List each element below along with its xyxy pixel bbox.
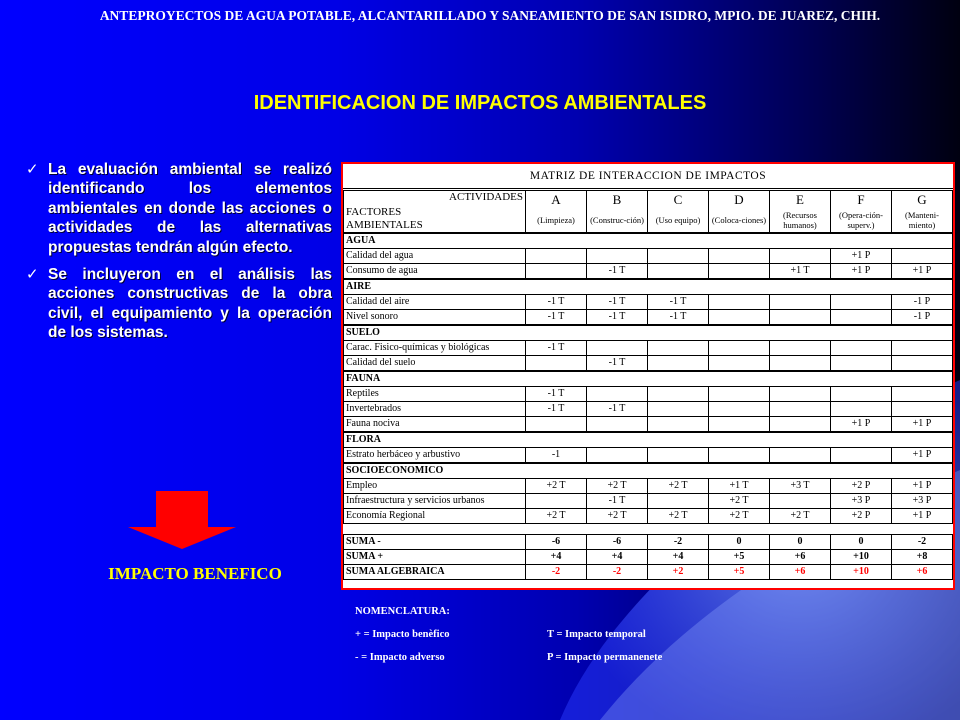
matrix-cell	[648, 417, 709, 433]
matrix-cell	[709, 448, 770, 464]
matrix-cell	[892, 249, 953, 264]
spacer-cell	[587, 524, 648, 535]
table-row	[344, 310, 953, 326]
bullet-item	[26, 265, 332, 343]
table-row	[344, 402, 953, 417]
sum-cell: +4	[648, 550, 709, 565]
column-letter: C	[648, 190, 709, 209]
spacer-cell	[770, 524, 831, 535]
column-letter: G	[892, 190, 953, 209]
spacer-cell	[344, 524, 526, 535]
matrix-cell: +1 P	[831, 417, 892, 433]
matrix-cell: +2 P	[831, 509, 892, 524]
bullet-item	[26, 160, 332, 257]
factor-name: Empleo	[344, 479, 526, 494]
matrix-cell: -1 P	[892, 310, 953, 326]
impact-matrix	[341, 162, 955, 590]
matrix-cell	[648, 264, 709, 280]
matrix-group-row	[344, 233, 953, 249]
matrix-cell: +3 P	[831, 494, 892, 509]
sum-cell: +5	[709, 550, 770, 565]
sum-cell: +10	[831, 550, 892, 565]
matrix-cell: -1 T	[526, 310, 587, 326]
matrix-cell: +1 P	[892, 417, 953, 433]
table-row	[344, 249, 953, 264]
matrix-cell	[770, 417, 831, 433]
matrix-cell	[831, 310, 892, 326]
bullet-text: Se incluyeron en el análisis las acciones constructivas de la obra civil, el equipamiento y la operación de los sistemas.	[48, 266, 332, 342]
column-desc: (Opera-ción-superv.)	[831, 208, 892, 233]
table-row	[344, 509, 953, 524]
matrix-cell	[770, 310, 831, 326]
sum-row	[344, 535, 953, 550]
matrix-corner-header	[344, 190, 526, 234]
matrix-cell	[892, 387, 953, 402]
matrix-cell	[648, 402, 709, 417]
matrix-cell	[709, 264, 770, 280]
factor-name: Carac. Fisico-químicas y biológicas	[344, 341, 526, 356]
matrix-cell	[770, 448, 831, 464]
group-name: FAUNA	[344, 371, 953, 387]
matrix-cell: +2 T	[709, 494, 770, 509]
matrix-cell: +2 P	[831, 479, 892, 494]
group-name: SOCIOECONOMICO	[344, 463, 953, 479]
matrix-cell: -1 T	[648, 295, 709, 310]
matrix-cell	[770, 402, 831, 417]
column-desc: (Uso equipo)	[648, 208, 709, 233]
matrix-cell: +2 T	[526, 479, 587, 494]
matrix-cell: -1 T	[587, 402, 648, 417]
matrix-cell: +1 T	[709, 479, 770, 494]
sum-cell: +4	[526, 550, 587, 565]
table-row	[344, 341, 953, 356]
matrix-cell: -1 P	[892, 295, 953, 310]
matrix-cell: +1 P	[892, 509, 953, 524]
factor-name: Infraestructura y servicios urbanos	[344, 494, 526, 509]
matrix-cell	[709, 295, 770, 310]
column-letter: A	[526, 190, 587, 209]
spacer-cell	[526, 524, 587, 535]
matrix-cell	[770, 387, 831, 402]
matrix-cell: -1 T	[526, 295, 587, 310]
matrix-cell	[892, 356, 953, 372]
column-desc: (Recursos humanos)	[770, 208, 831, 233]
matrix-cell	[831, 448, 892, 464]
matrix-cell	[709, 249, 770, 264]
sum-cell: +6	[892, 565, 953, 580]
header-title: ANTEPROYECTOS DE AGUA POTABLE, ALCANTARILLADO Y SANEAMIENTO DE SAN ISIDRO, MPIO. DE JUAREZ, CHIH.	[99, 8, 881, 23]
matrix-cell: -1 T	[526, 341, 587, 356]
factor-name: Economía Regional	[344, 509, 526, 524]
factor-name: Estrato herbáceo y arbustivo	[344, 448, 526, 464]
matrix-group-row	[344, 463, 953, 479]
matrix-cell	[709, 387, 770, 402]
matrix-cell: -1 T	[587, 494, 648, 509]
column-desc: (Coloca-ciones)	[709, 208, 770, 233]
matrix-cell	[526, 494, 587, 509]
nomenclature-item: T = Impacto temporal	[547, 629, 646, 640]
matrix-cell	[770, 356, 831, 372]
bullet-text: La evaluación ambiental se realizó identificando los elementos ambientales en donde las acciones o actividades de las alternativas propuestas tendrán algún efecto.	[48, 161, 332, 256]
matrix-group-row	[344, 279, 953, 295]
matrix-cell: +2 T	[709, 509, 770, 524]
matrix-cell	[770, 341, 831, 356]
matrix-cell: -1 T	[587, 264, 648, 280]
matrix-cell: +2 T	[770, 509, 831, 524]
matrix-group-row	[344, 325, 953, 341]
matrix-cell: +1 P	[892, 448, 953, 464]
matrix-cell	[770, 249, 831, 264]
matrix-cell	[587, 417, 648, 433]
nomenclature	[355, 600, 755, 669]
matrix-cell	[831, 341, 892, 356]
nomenclature-item: - = Impacto adverso	[355, 652, 445, 663]
check-icon: ✓	[26, 161, 39, 178]
factor-name: Calidad del aire	[344, 295, 526, 310]
factor-name: Calidad del suelo	[344, 356, 526, 372]
down-arrow-icon	[128, 491, 236, 549]
column-letter: B	[587, 190, 648, 209]
column-desc: (Construc-ción)	[587, 208, 648, 233]
matrix-cell: -1	[526, 448, 587, 464]
matrix-cell	[587, 341, 648, 356]
matrix-cell	[709, 417, 770, 433]
impact-label: IMPACTO BENEFICO	[108, 564, 282, 583]
nomenclature-title: NOMENCLATURA:	[355, 606, 450, 617]
matrix-cell	[831, 295, 892, 310]
factor-name: Reptiles	[344, 387, 526, 402]
matrix-cell	[831, 402, 892, 417]
sum-cell: -2	[648, 535, 709, 550]
column-letter: D	[709, 190, 770, 209]
sum-cell: +6	[770, 565, 831, 580]
table-row	[344, 417, 953, 433]
matrix-cell	[587, 387, 648, 402]
matrix-cell	[648, 356, 709, 372]
factor-name: Fauna nociva	[344, 417, 526, 433]
bullet-list	[26, 160, 332, 351]
matrix-cell: +1 P	[892, 479, 953, 494]
sum-cell: +10	[831, 565, 892, 580]
column-desc: (Manteni-miento)	[892, 208, 953, 233]
matrix-cell	[587, 448, 648, 464]
group-name: FLORA	[344, 432, 953, 448]
sum-cell: +4	[587, 550, 648, 565]
table-row	[344, 448, 953, 464]
matrix-cell: -1 T	[526, 387, 587, 402]
matrix-cell: +2 T	[587, 509, 648, 524]
sum-cell: 0	[831, 535, 892, 550]
matrix-cell	[526, 417, 587, 433]
matrix-cell	[831, 387, 892, 402]
sum-cell: -2	[892, 535, 953, 550]
column-letter: F	[831, 190, 892, 209]
column-letter: E	[770, 190, 831, 209]
sum-cell: +5	[709, 565, 770, 580]
matrix-cell: +1 P	[892, 264, 953, 280]
sum-row	[344, 565, 953, 580]
actividades-label: ACTIVIDADES	[449, 191, 523, 203]
table-row	[344, 264, 953, 280]
nomenclature-item: + = Impacto benèfico	[355, 629, 450, 640]
sum-cell: -2	[526, 565, 587, 580]
sum-cell: +6	[770, 550, 831, 565]
matrix-cell: +2 T	[648, 509, 709, 524]
sum-cell: -2	[587, 565, 648, 580]
table-row	[344, 494, 953, 509]
matrix-cell: +1 T	[770, 264, 831, 280]
factor-name: Nivel sonoro	[344, 310, 526, 326]
matrix-cell: +3 P	[892, 494, 953, 509]
sum-label: SUMA ALGEBRAICA	[344, 565, 526, 580]
matrix-cell	[709, 402, 770, 417]
matrix-cell	[770, 295, 831, 310]
table-row	[344, 295, 953, 310]
matrix-cell: +1 P	[831, 264, 892, 280]
matrix-cell	[587, 249, 648, 264]
sum-label: SUMA +	[344, 550, 526, 565]
matrix-cell	[709, 341, 770, 356]
spacer-row	[344, 524, 953, 535]
matrix-cell	[770, 494, 831, 509]
matrix-cell	[648, 494, 709, 509]
factor-name: Invertebrados	[344, 402, 526, 417]
table-row	[344, 387, 953, 402]
sum-cell: -6	[587, 535, 648, 550]
matrix-cell	[892, 402, 953, 417]
group-name: AGUA	[344, 233, 953, 249]
matrix-cell: -1 T	[526, 402, 587, 417]
sum-cell: +2	[648, 565, 709, 580]
sum-cell: -6	[526, 535, 587, 550]
spacer-cell	[709, 524, 770, 535]
factor-name: Consumo de agua	[344, 264, 526, 280]
check-icon: ✓	[26, 266, 39, 284]
spacer-cell	[831, 524, 892, 535]
matrix-cell	[526, 264, 587, 280]
matrix-cell	[526, 249, 587, 264]
matrix-cell: -1 T	[587, 295, 648, 310]
matrix-cell: -1 T	[587, 356, 648, 372]
matrix-cell	[648, 341, 709, 356]
group-name: SUELO	[344, 325, 953, 341]
table-row	[344, 479, 953, 494]
matrix-cell	[892, 341, 953, 356]
sum-cell: 0	[709, 535, 770, 550]
matrix-cell	[831, 356, 892, 372]
sum-row	[344, 550, 953, 565]
matrix-cell	[526, 356, 587, 372]
table-row	[344, 356, 953, 372]
sum-cell: +8	[892, 550, 953, 565]
matrix-cell	[648, 249, 709, 264]
spacer-cell	[648, 524, 709, 535]
nomenclature-item: P = Impacto permanenete	[547, 652, 663, 663]
matrix-group-row	[344, 432, 953, 448]
matrix-cell: +1 P	[831, 249, 892, 264]
matrix-cell	[709, 356, 770, 372]
group-name: AIRE	[344, 279, 953, 295]
sum-label: SUMA -	[344, 535, 526, 550]
factor-name: Calidad del agua	[344, 249, 526, 264]
matrix-cell: +2 T	[648, 479, 709, 494]
matrix-cell: +2 T	[587, 479, 648, 494]
matrix-cell: -1 T	[648, 310, 709, 326]
matrix-cell: +2 T	[526, 509, 587, 524]
matrix-cell	[648, 387, 709, 402]
matrix-cell: +3 T	[770, 479, 831, 494]
column-desc: (Limpieza)	[526, 208, 587, 233]
sum-cell: 0	[770, 535, 831, 550]
matrix-title: MATRIZ DE INTERACCION DE IMPACTOS	[344, 164, 953, 190]
factores-label: FACTORES AMBIENTALES	[346, 206, 423, 231]
matrix-cell	[709, 310, 770, 326]
page-title: IDENTIFICACION DE IMPACTOS AMBIENTALES	[253, 92, 707, 114]
matrix-group-row	[344, 371, 953, 387]
matrix-cell: -1 T	[587, 310, 648, 326]
spacer-cell	[892, 524, 953, 535]
matrix-cell	[648, 448, 709, 464]
